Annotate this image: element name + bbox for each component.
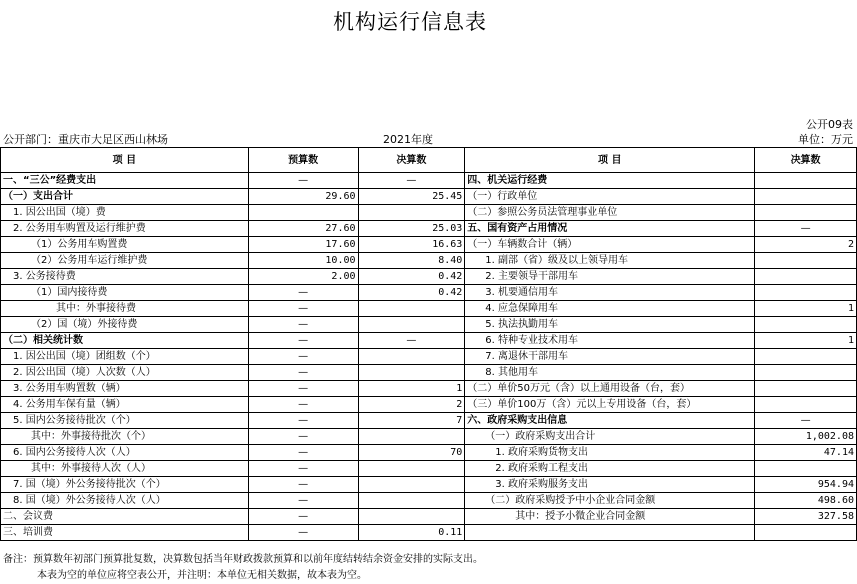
header-item-2: 项 目 — [465, 148, 755, 173]
final-value — [358, 429, 465, 445]
table-row — [1, 445, 857, 461]
row-item-label-2: （一）车辆数合计（辆） — [465, 237, 755, 253]
table-row — [1, 429, 857, 445]
header-item: 项 目 — [1, 148, 249, 173]
budget-value: — — [248, 493, 358, 509]
row-item-label: 3. 公务接待费 — [1, 269, 249, 285]
header-final: 决算数 — [358, 148, 465, 173]
final-value-2: 1 — [755, 333, 857, 349]
row-item-label-2: （二）政府采购授予中小企业合同金额 — [465, 493, 755, 509]
final-value-2 — [755, 317, 857, 333]
final-value-2 — [755, 205, 857, 221]
row-item-label: 一、“三公”经费支出 — [1, 173, 249, 189]
row-item-label-2: （三）单价100万（含）元以上专用设备（台，套） — [465, 397, 755, 413]
year-label: 2021年度 — [383, 133, 433, 146]
final-value — [358, 477, 465, 493]
row-item-label: 7. 国（境）外公务接待批次（个） — [1, 477, 249, 493]
budget-value: — — [248, 301, 358, 317]
row-item-label-2: 2. 政府采购工程支出 — [465, 461, 755, 477]
row-item-label: 6. 国内公务接待人次（人） — [1, 445, 249, 461]
header-final-2: 决算数 — [755, 148, 857, 173]
final-value-2 — [755, 349, 857, 365]
final-value: — — [358, 173, 465, 189]
table-row — [1, 525, 857, 541]
row-item-label: （1）国内接待费 — [1, 285, 249, 301]
final-value-2 — [755, 189, 857, 205]
table-row — [1, 317, 857, 333]
table-row — [1, 173, 857, 189]
final-value: 0.42 — [358, 269, 465, 285]
table-row — [1, 477, 857, 493]
table-row — [1, 253, 857, 269]
page-title: 机构运行信息表 — [333, 10, 487, 34]
final-value-2: 1 — [755, 301, 857, 317]
final-value-2: 954.94 — [755, 477, 857, 493]
final-value — [358, 461, 465, 477]
final-value: 0.42 — [358, 285, 465, 301]
row-item-label: 2. 因公出国（境）人次数（人） — [1, 365, 249, 381]
final-value-2 — [755, 285, 857, 301]
row-item-label-2: 4. 应急保障用车 — [465, 301, 755, 317]
department-label: 公开部门：重庆市大足区西山林场 — [3, 133, 168, 146]
final-value-2: 2 — [755, 237, 857, 253]
header-budget: 预算数 — [248, 148, 358, 173]
budget-value: — — [248, 525, 358, 541]
final-value-2: 1,002.08 — [755, 429, 857, 445]
row-item-label-2: 7. 离退休干部用车 — [465, 349, 755, 365]
note-line: 备注：预算数年初部门预算批复数，决算数包括当年财政拨款预算和以前年度结转结余资金安排的实际支出。 — [3, 554, 483, 565]
row-item-label: （2）公务用车运行维护费 — [1, 253, 249, 269]
budget-value: — — [248, 445, 358, 461]
final-value: 25.45 — [358, 189, 465, 205]
final-value — [358, 205, 465, 221]
table-row — [1, 205, 857, 221]
final-value: 16.63 — [358, 237, 465, 253]
table-row — [1, 333, 857, 349]
budget-value: — — [248, 461, 358, 477]
final-value: — — [358, 333, 465, 349]
final-value: 7 — [358, 413, 465, 429]
final-value — [358, 317, 465, 333]
table-row — [1, 189, 857, 205]
final-value-2 — [755, 461, 857, 477]
row-item-label: 1. 因公出国（境）团组数（个） — [1, 349, 249, 365]
final-value — [358, 493, 465, 509]
note-line: 本表为空的单位应将空表公开，并注明：本单位无相关数据，故本表为空。 — [37, 570, 367, 581]
row-item-label-2: （二）参照公务员法管理事业单位 — [465, 205, 755, 221]
row-item-label-2: 1. 政府采购货物支出 — [465, 445, 755, 461]
row-item-label-2: 5. 执法执勤用车 — [465, 317, 755, 333]
budget-value: — — [248, 173, 358, 189]
budget-value: — — [248, 349, 358, 365]
final-value — [358, 349, 465, 365]
row-item-label: 二、会议费 — [1, 509, 249, 525]
row-item-label-2: 3. 政府采购服务支出 — [465, 477, 755, 493]
unit-label: 单位：万元 — [798, 133, 853, 146]
final-value: 25.03 — [358, 221, 465, 237]
table-body — [1, 173, 857, 541]
row-item-label-2: 1. 副部（省）级及以上领导用车 — [465, 253, 755, 269]
row-item-label-2: 2. 主要领导干部用车 — [465, 269, 755, 285]
final-value-2 — [755, 269, 857, 285]
final-value: 2 — [358, 397, 465, 413]
table-row — [1, 413, 857, 429]
table-row — [1, 461, 857, 477]
row-item-label: 4. 公务用车保有量（辆） — [1, 397, 249, 413]
table-row — [1, 493, 857, 509]
table-row — [1, 269, 857, 285]
budget-value: — — [248, 413, 358, 429]
budget-value: — — [248, 317, 358, 333]
final-value-2 — [755, 525, 857, 541]
header-row — [1, 148, 857, 173]
final-value-2: 498.60 — [755, 493, 857, 509]
table-row — [1, 221, 857, 237]
budget-value: 2.00 — [248, 269, 358, 285]
table-row — [1, 349, 857, 365]
info-table — [0, 147, 857, 541]
row-item-label-2: 六、政府采购支出信息 — [465, 413, 755, 429]
table-code: 公开09表 — [806, 118, 853, 131]
budget-value: 27.60 — [248, 221, 358, 237]
row-item-label-2: 其中：授予小微企业合同金额 — [465, 509, 755, 525]
final-value: 1 — [358, 381, 465, 397]
table-row — [1, 381, 857, 397]
table-row — [1, 285, 857, 301]
table-row — [1, 301, 857, 317]
final-value — [358, 365, 465, 381]
final-value-2 — [755, 173, 857, 189]
row-item-label: 8. 国（境）外公务接待人次（人） — [1, 493, 249, 509]
final-value-2: 327.58 — [755, 509, 857, 525]
row-item-label: 5. 国内公务接待批次（个） — [1, 413, 249, 429]
row-item-label-2: 6. 特种专业技术用车 — [465, 333, 755, 349]
row-item-label: （二）相关统计数 — [1, 333, 249, 349]
final-value-2 — [755, 397, 857, 413]
final-value-2 — [755, 381, 857, 397]
final-value-2 — [755, 365, 857, 381]
budget-value — [248, 205, 358, 221]
budget-value: — — [248, 285, 358, 301]
row-item-label-2: 8. 其他用车 — [465, 365, 755, 381]
table-row — [1, 237, 857, 253]
row-item-label-2: 五、国有资产占用情况 — [465, 221, 755, 237]
row-item-label-2: 四、机关运行经费 — [465, 173, 755, 189]
row-item-label-2: （一）行政单位 — [465, 189, 755, 205]
budget-value: 29.60 — [248, 189, 358, 205]
row-item-label: （2）国（境）外接待费 — [1, 317, 249, 333]
final-value — [358, 509, 465, 525]
row-item-label: 其中：外事接待人次（人） — [1, 461, 249, 477]
final-value — [358, 301, 465, 317]
budget-value: — — [248, 365, 358, 381]
final-value: 8.40 — [358, 253, 465, 269]
notes — [3, 552, 483, 584]
table-row — [1, 509, 857, 525]
final-value: 70 — [358, 445, 465, 461]
budget-value: — — [248, 429, 358, 445]
row-item-label: （1）公务用车购置费 — [1, 237, 249, 253]
final-value-2: — — [755, 221, 857, 237]
table-row — [1, 397, 857, 413]
row-item-label: 3. 公务用车购置数（辆） — [1, 381, 249, 397]
row-item-label: （一）支出合计 — [1, 189, 249, 205]
row-item-label: 其中：外事接待批次（个） — [1, 429, 249, 445]
budget-value: — — [248, 381, 358, 397]
row-item-label-2: （二）单价50万元（含）以上通用设备（台，套） — [465, 381, 755, 397]
row-item-label-2 — [465, 525, 755, 541]
final-value-2 — [755, 253, 857, 269]
final-value: 0.11 — [358, 525, 465, 541]
budget-value: — — [248, 509, 358, 525]
budget-value: 10.00 — [248, 253, 358, 269]
row-item-label-2: （一）政府采购支出合计 — [465, 429, 755, 445]
budget-value: — — [248, 333, 358, 349]
final-value-2: 47.14 — [755, 445, 857, 461]
budget-value: 17.60 — [248, 237, 358, 253]
row-item-label: 其中：外事接待费 — [1, 301, 249, 317]
row-item-label: 2. 公务用车购置及运行维护费 — [1, 221, 249, 237]
row-item-label: 1. 因公出国（境）费 — [1, 205, 249, 221]
row-item-label: 三、培训费 — [1, 525, 249, 541]
budget-value: — — [248, 397, 358, 413]
row-item-label-2: 3. 机要通信用车 — [465, 285, 755, 301]
final-value-2: — — [755, 413, 857, 429]
budget-value: — — [248, 477, 358, 493]
table-row — [1, 365, 857, 381]
